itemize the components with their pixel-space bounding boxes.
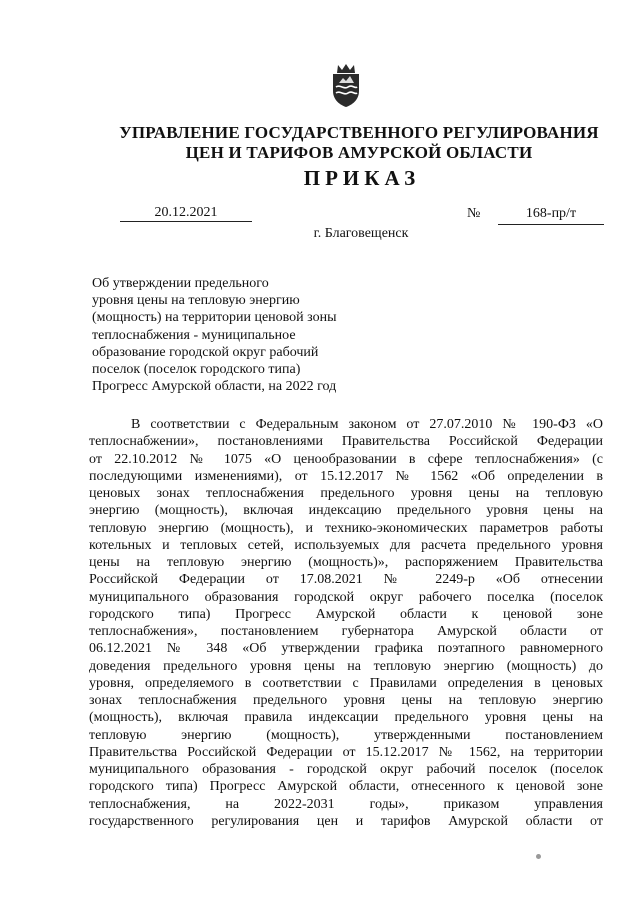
organization-name-line-1: УПРАВЛЕНИЕ ГОСУДАРСТВЕННОГО РЕГУЛИРОВАНИЯ [119, 123, 599, 142]
body-line: теплоснабжения, на 2022-2031 годы», приказом управления [89, 796, 603, 812]
order-subject [92, 275, 392, 395]
body-line: ценовых зонах теплоснабжения предельного уровня цены на тепловую [89, 486, 603, 501]
body-line: теплоснабжения», постановлением губернатора Амурской области от [89, 624, 603, 639]
body-line: Правительства Российской Федерации от 15.12.2017 № 1562, на территории [89, 744, 603, 760]
subject-line: образование городской округ рабочий [92, 344, 319, 360]
body-line: государственного регулирования цен и тарифов Амурской области от [89, 813, 603, 829]
organization-name-line-2: ЦЕН И ТАРИФОВ АМУРСКОЙ ОБЛАСТИ [185, 143, 533, 162]
city: г. Благовещенск [313, 226, 409, 241]
body-line: тепловую энергию (мощность), утвержденными постановлением [89, 727, 603, 743]
order-number: 168-пр/т [525, 206, 577, 221]
date-underline [120, 221, 252, 222]
body-line: зонах теплоснабжения предельного уровня цены на тепловую энергию [89, 693, 603, 708]
amur-region-coat-of-arms-icon [328, 63, 364, 108]
subject-line: Прогресс Амурской области, на 2022 год [92, 379, 337, 395]
body-line: муниципального образования - городской округ рабочий поселок (поселок [89, 762, 603, 777]
body-line: цены на тепловую энергию (мощность)», распоряжением Правительства [89, 555, 603, 570]
subject-line: (мощность) на территории ценовой зоны [92, 310, 337, 326]
body-line: теплоснабжении», постановлениями Правительства Российской Федерации [89, 434, 603, 450]
subject-line: уровня цены на тепловую энергию [92, 293, 300, 309]
number-underline [498, 224, 604, 225]
body-line: последующими изменениями), от 15.12.2017 № 1562 «Об определении в [89, 468, 603, 484]
subject-line: поселок (поселок городского типа) [92, 362, 301, 378]
scan-speck [536, 854, 541, 859]
number-sign: № [467, 206, 481, 221]
body-line: (мощность), включая правила индексации предельного уровня цены на [89, 710, 603, 726]
subject-line: теплоснабжения - муниципальное [92, 327, 296, 343]
body-line: уровня, определяемого в соответствии с Правилами определения в ценовых [89, 675, 603, 691]
body-line: Российской Федерации от 17.08.2021 № 2249-р «Об отнесении [89, 572, 603, 588]
body-line: В соответствии с Федеральным законом от 27.07.2010 № 190-ФЗ «О [131, 417, 603, 432]
body-line: тепловую энергию (мощность), и технико-экономических параметров работы [89, 520, 603, 536]
body-line: энергию (мощность), включая индексацию предельного уровня цены на [89, 503, 603, 519]
body-line: городского типа) Прогресс Амурской области, отнесенного к ценовой зоне [89, 779, 603, 795]
body-line: муниципального образования городской округ рабочего поселка (поселок [89, 589, 603, 605]
document-type-title: ПРИКАЗ [303, 166, 421, 190]
subject-line: Об утверждении предельного [92, 276, 269, 291]
order-date: 20.12.2021 [154, 205, 218, 220]
body-paragraph [89, 416, 603, 830]
body-line: 06.12.2021 № 348 «Об утверждении графика поэтапного равномерного [89, 641, 603, 657]
body-line: городского типа) Прогресс Амурской области к ценовой зоне [89, 606, 603, 622]
body-line: от 22.10.2012 № 1075 «О ценообразовании в сфере теплоснабжения» (с [89, 451, 603, 467]
body-line: доведения предельного уровня цены на тепловую энергию (мощность) до [89, 658, 603, 674]
body-line: котельных и тепловых сетей, используемых для расчета предельного уровня [89, 537, 603, 553]
